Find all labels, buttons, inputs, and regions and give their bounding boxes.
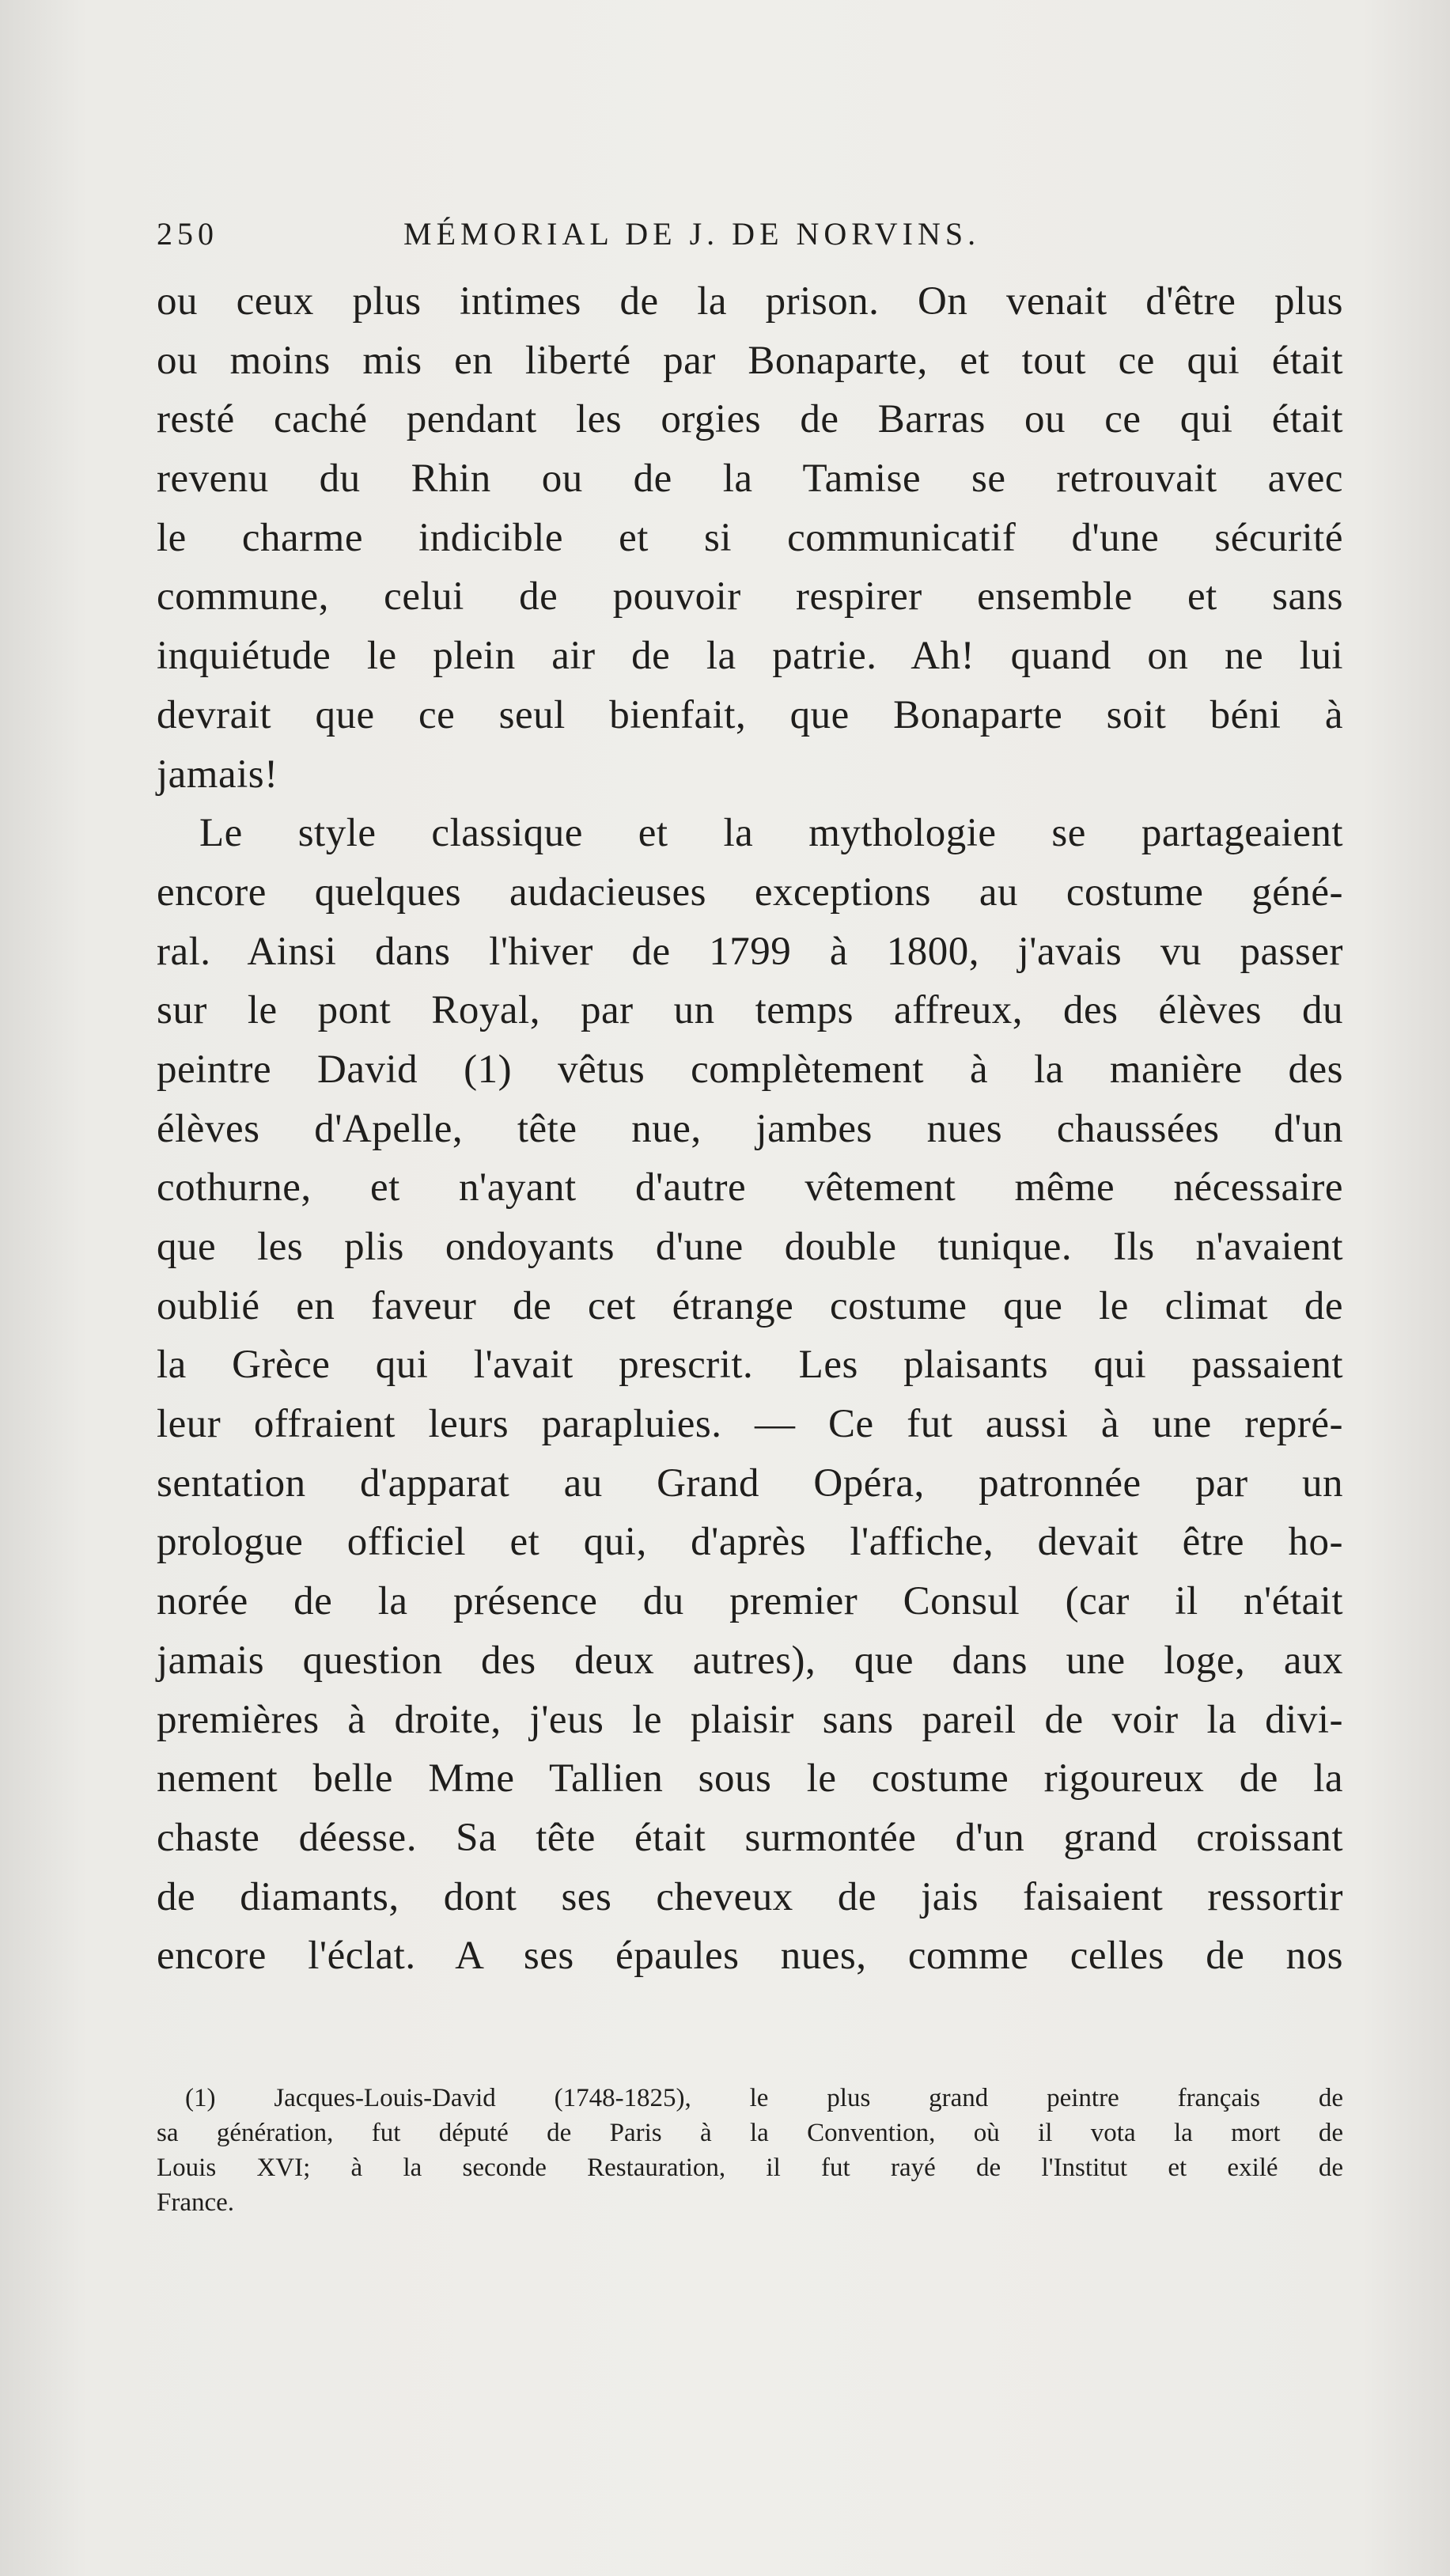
text-line: inquiétude le plein air de la patrie. Ah! quand on ne lui: [157, 634, 1343, 679]
text-line: cothurne, et n'ayant d'autre vêtement même nécessaire: [157, 1165, 1343, 1210]
footnote: [157, 2081, 1343, 2220]
footnote-line: (1) Jacques-Louis-David (1748-1825), le plus grand peintre français de: [185, 2084, 1343, 2112]
text-line: devrait que ce seul bienfait, que Bonaparte soit béni à: [157, 692, 1343, 737]
text-line: commune, celui de pouvoir respirer ensemble et sans: [157, 574, 1343, 619]
text-line: norée de la présence du premier Consul (car il n'était: [157, 1579, 1343, 1624]
text-line: revenu du Rhin ou de la Tamise se retrouvait avec: [157, 456, 1343, 502]
text-line: jamais!: [157, 752, 278, 797]
footnote-line: France.: [157, 2188, 235, 2217]
text-line: ou moins mis en liberté par Bonaparte, et tout ce qui était: [157, 338, 1343, 383]
text-line: élèves d'Apelle, tête nue, jambes nues chaussées d'un: [157, 1106, 1343, 1151]
text-line: le charme indicible et si communicatif d'une sécurité: [157, 515, 1343, 560]
text-line: encore quelques audacieuses exceptions au costume géné-: [157, 869, 1343, 915]
text-line: ou ceux plus intimes de la prison. On venait d'être plus: [157, 279, 1343, 324]
page-header: [157, 215, 1343, 264]
footnote-line: sa génération, fut député de Paris à la Convention, où il vota la mort de: [157, 2119, 1343, 2147]
text-line: encore l'éclat. A ses épaules nues, comme celles de nos: [157, 1934, 1343, 1979]
body-text: [157, 272, 1343, 1986]
text-line: ral. Ainsi dans l'hiver de 1799 à 1800, j'avais vu passer: [157, 929, 1343, 974]
text-line: nement belle Mme Tallien sous le costume rigoureux de la: [157, 1756, 1343, 1801]
text-line: que les plis ondoyants d'une double tunique. Ils n'avaient: [157, 1225, 1343, 1269]
text-line: leur offraient leurs parapluies. — Ce fut aussi à une repré-: [157, 1402, 1343, 1447]
text-line: de diamants, dont ses cheveux de jais faisaient ressortir: [157, 1874, 1343, 1919]
page-number: 250: [157, 216, 218, 252]
text-line: sur le pont Royal, par un temps affreux, des élèves du: [157, 988, 1343, 1033]
text-line: premières à droite, j'eus le plaisir sans pareil de voir la divi-: [157, 1697, 1343, 1742]
text-line: peintre David (1) vêtus complètement à la manière des: [157, 1047, 1343, 1092]
text-line: sentation d'apparat au Grand Opéra, patronnée par un: [157, 1460, 1343, 1506]
text-line: chaste déesse. Sa tête était surmontée d'un grand croissant: [157, 1815, 1343, 1860]
running-title: MÉMORIAL DE J. DE NORVINS.: [403, 216, 981, 252]
text-line: resté caché pendant les orgies de Barras ou ce qui était: [157, 397, 1343, 442]
footnote-line: Louis XVI; à la seconde Restauration, il fut rayé de l'Institut et exilé de: [157, 2154, 1343, 2182]
text-line: la Grèce qui l'avait prescrit. Les plaisants qui passaient: [157, 1343, 1343, 1388]
text-line: prologue officiel et qui, d'après l'affiche, devait être ho-: [157, 1520, 1343, 1565]
text-line: oublié en faveur de cet étrange costume que le climat de: [157, 1283, 1343, 1328]
text-line: Le style classique et la mythologie se partageaient: [199, 811, 1343, 856]
text-line: jamais question des deux autres), que dans une loge, aux: [157, 1638, 1343, 1683]
